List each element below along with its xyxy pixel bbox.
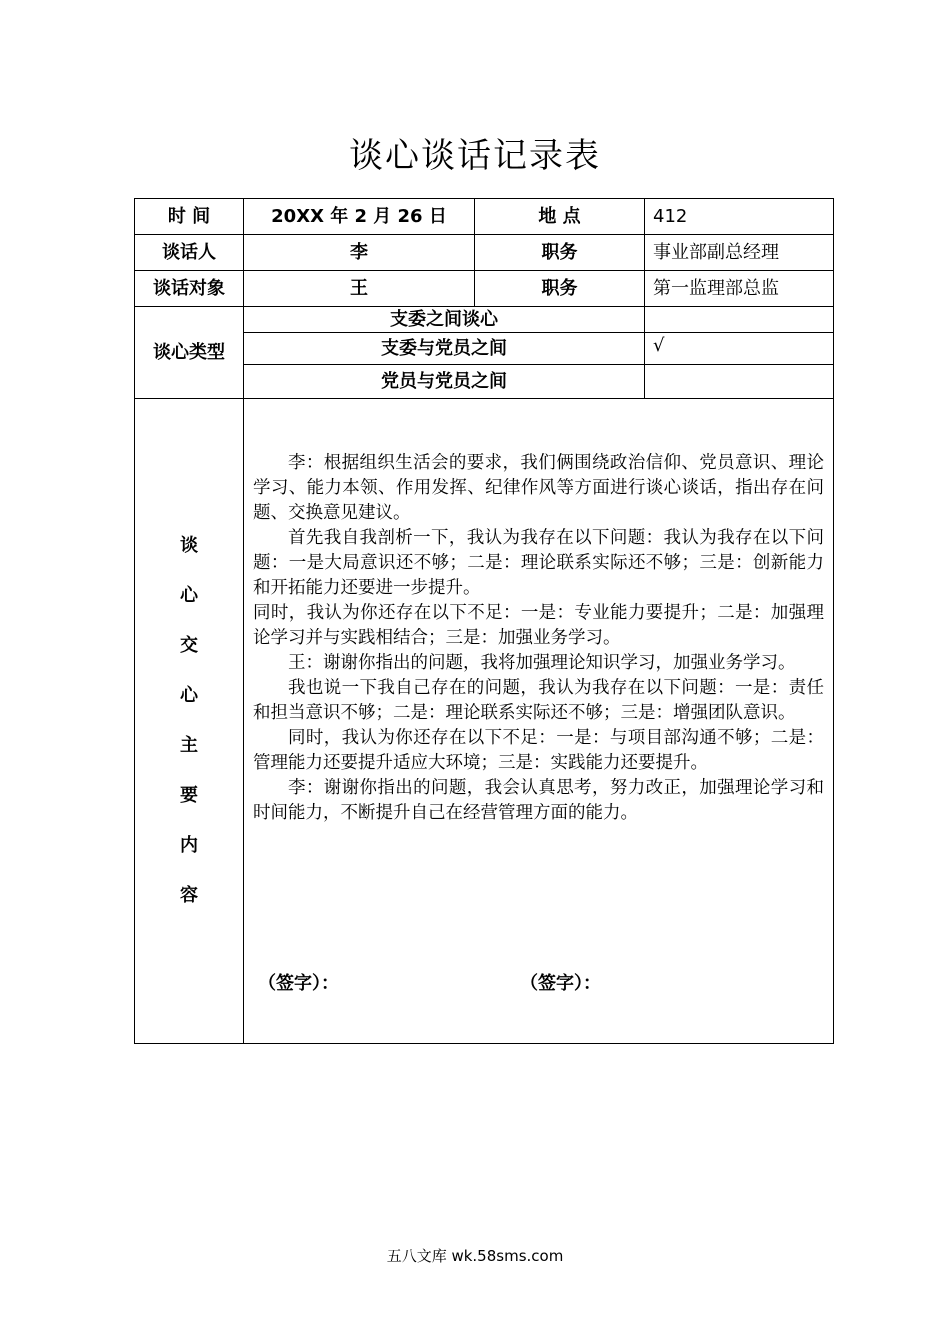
time-label: 时 间 [135,199,244,235]
content-label-char: 要 [180,785,198,806]
type-option-label: 支委与党员之间 [244,333,645,365]
type-option-mark [645,365,834,399]
content-paragraph: 李：根据组织生活会的要求，我们俩围绕政治信仰、党员意识、理论学习、能力本领、作用发挥、纪律作风等方面进行谈心谈话，指出存在问题、交换意见建议。 [253,453,824,523]
target-position-value: 第一监理部总监 [645,271,834,307]
time-value: 20XX 年 2 月 26 日 [244,199,475,235]
signature-right: （签字）： [520,973,601,994]
talker-value: 李 [244,235,475,271]
target-row [135,271,834,307]
place-label: 地 点 [475,199,645,235]
type-option-label: 支委之间谈心 [244,307,645,333]
page-title: 谈心谈话记录表 [349,136,601,176]
talker-row [135,235,834,271]
type-option-label: 党员与党员之间 [244,365,645,399]
talker-position-label: 职务 [475,235,645,271]
time-row [135,199,834,235]
content-paragraph: 同时，我认为你还存在以下不足：一是：专业能力要提升；二是：加强理论学习并与实践相结合；三是：加强业务学习。 [253,603,824,648]
place-value: 412 [645,199,834,235]
content-label-char: 心 [180,585,198,606]
content-paragraph: 李：谢谢你指出的问题，我会认真思考，努力改正，加强理论学习和时间能力，不断提升自己在经营管理方面的能力。 [253,778,824,823]
target-label: 谈话对象 [135,271,244,307]
content-label-char: 交 [180,635,198,656]
content-paragraph: 我也说一下我自己存在的问题，我认为我存在以下问题：一是：责任和担当意识不够；二是：理论联系实际还不够；三是：增强团队意识。 [253,678,824,723]
target-position-label: 职务 [475,271,645,307]
type-row-1 [135,307,834,333]
content-paragraph: 同时，我认为你还存在以下不足：一是：与项目部沟通不够；二是：管理能力还要提升适应大环境；三是：实践能力还要提升。 [253,728,824,773]
content-label [135,399,244,1044]
content-label-char: 谈 [180,535,198,556]
footer-watermark: 五八文库 wk.58sms.com [386,1247,564,1265]
type-option-mark: √ [645,333,834,365]
type-label: 谈心类型 [135,307,244,399]
target-value: 王 [244,271,475,307]
signature-left: （签字）： [258,973,339,994]
type-option-mark [645,307,834,333]
talker-label: 谈话人 [135,235,244,271]
content-label-char: 容 [180,885,198,906]
content-paragraph: 王：谢谢你指出的问题，我将加强理论知识学习，加强业务学习。 [288,653,796,673]
content-paragraph: 首先我自我剖析一下，我认为我存在以下问题：我认为我存在以下问题：一是大局意识还不够；二是：理论联系实际还不够；三是：创新能力和开拓能力还要进一步提升。 [253,528,824,598]
talker-position-value: 事业部副总经理 [645,235,834,271]
content-label-char: 主 [180,735,198,756]
content-body [244,399,834,1044]
content-label-char: 内 [180,835,198,856]
content-label-char: 心 [180,685,198,706]
record-table [134,198,834,1044]
content-row [135,399,834,1044]
